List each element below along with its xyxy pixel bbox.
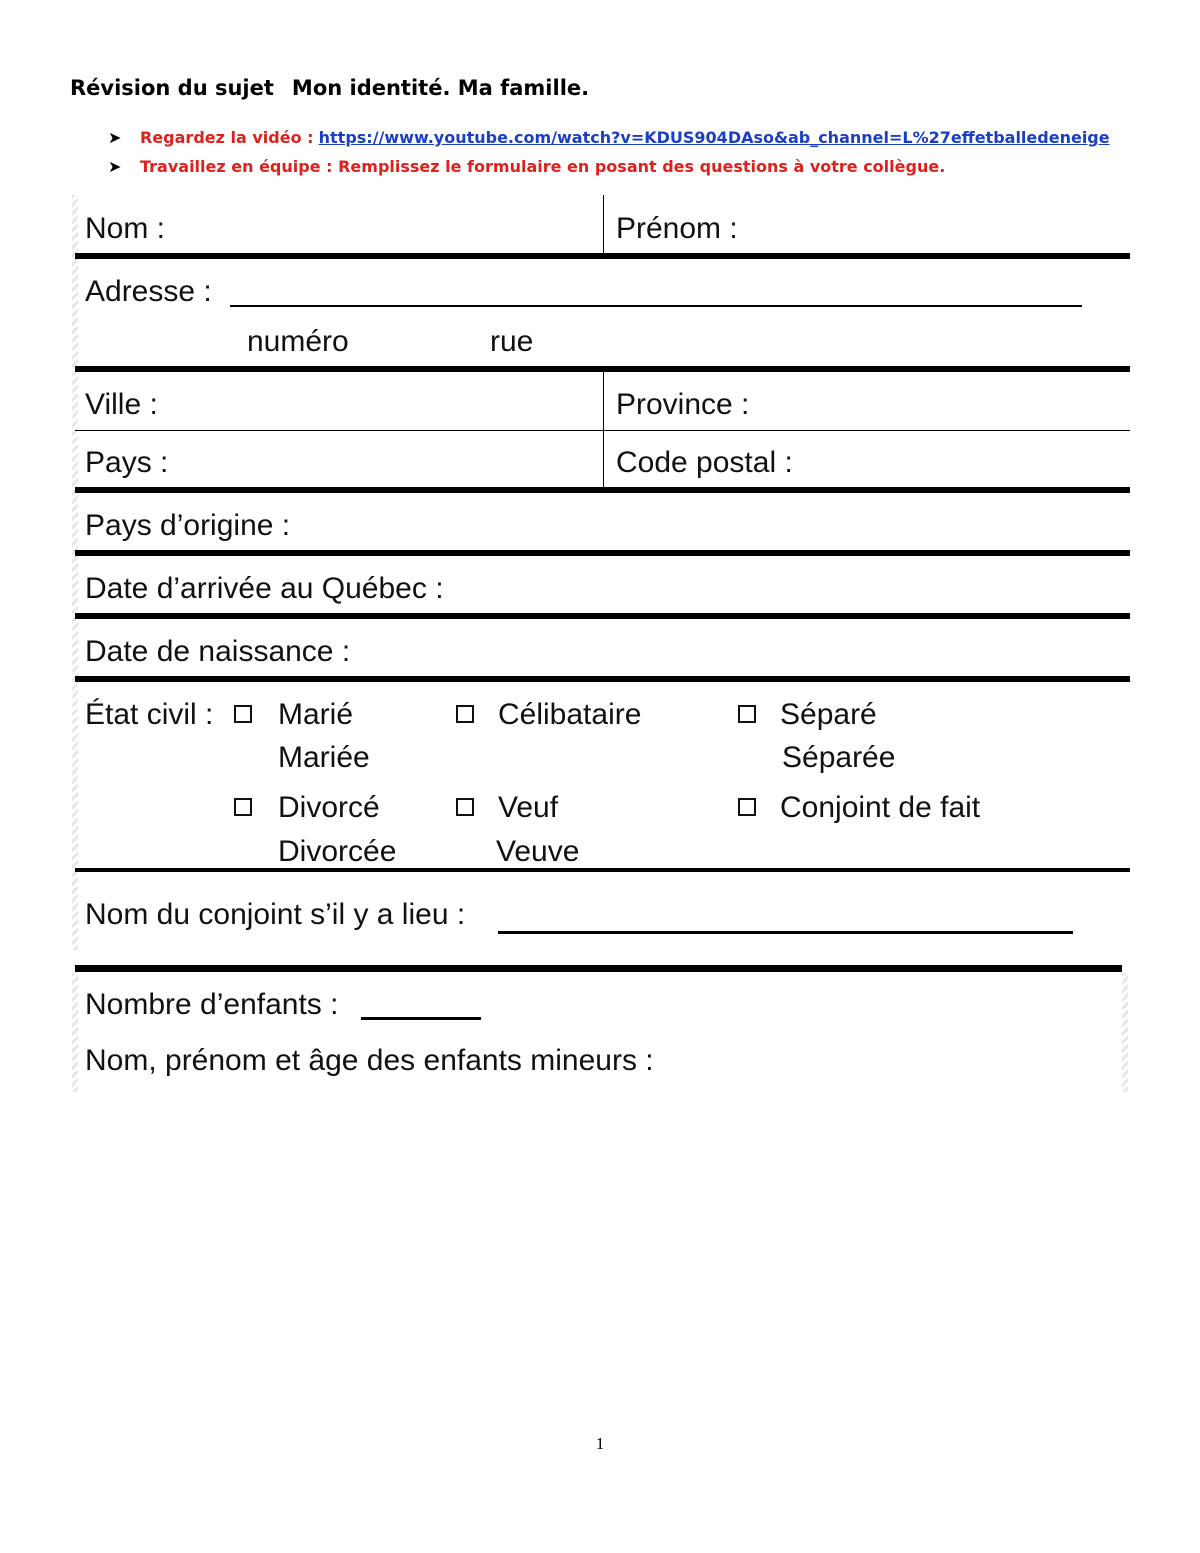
checkbox-veuf[interactable] (456, 798, 474, 816)
row-divider (75, 550, 1130, 556)
field-nombre-enfants: Nombre d’enfants : (85, 988, 339, 1021)
field-etat-civil: État civil : (85, 698, 214, 731)
option-veuve: Veuve (496, 835, 580, 868)
instructions-list (108, 123, 1110, 181)
arrow-bullet-icon: ➤ (108, 128, 122, 147)
field-code-postal: Code postal : (616, 446, 793, 479)
video-link[interactable]: https://www.youtube.com/watch?v=KDUS904DAso&ab_channel=L%27effetballedeneige (318, 128, 1110, 147)
option-mariee: Mariée (278, 741, 370, 774)
address-numero-label: numéro (247, 325, 349, 358)
checkbox-separe[interactable] (738, 705, 756, 723)
field-date-naissance: Date de naissance : (85, 635, 351, 668)
spouse-blank-line[interactable] (498, 931, 1073, 934)
option-divorce: Divorcé (278, 791, 380, 824)
option-conjoint-de-fait: Conjoint de fait (780, 791, 981, 824)
option-marie: Marié (278, 698, 354, 731)
checkbox-marie[interactable] (234, 705, 252, 723)
option-separe: Séparé (780, 698, 877, 731)
field-pays-origine: Pays d’origine : (85, 509, 291, 542)
row-divider (75, 253, 1130, 259)
field-pays: Pays : (85, 446, 169, 479)
identity-form (72, 195, 1130, 1092)
checkbox-conjoint-de-fait[interactable] (738, 798, 756, 816)
option-veuf: Veuf (498, 791, 559, 824)
page-number: 1 (595, 1434, 605, 1453)
field-ville: Ville : (85, 388, 158, 421)
checkbox-divorce[interactable] (234, 798, 252, 816)
option-celibataire: Célibataire (498, 698, 642, 731)
field-adresse: Adresse : (85, 275, 212, 308)
field-enfants-mineurs: Nom, prénom et âge des enfants mineurs : (85, 1044, 654, 1077)
instruction-item (108, 123, 1110, 152)
title-subject: Révision du sujet (70, 76, 274, 100)
children-count-blank[interactable] (361, 1017, 481, 1020)
instruction-item (108, 152, 1110, 181)
instruction-teamwork: Travaillez en équipe : Remplissez le formulaire en posant des questions à votre collègue. (140, 157, 946, 176)
field-date-arrivee: Date d’arrivée au Québec : (85, 572, 444, 605)
form-border-stripe (1122, 973, 1128, 1092)
title-topic: Mon identité. Ma famille. (291, 76, 590, 100)
option-separee: Séparée (782, 741, 896, 774)
row-divider-thin (75, 430, 1130, 431)
column-divider (603, 195, 604, 254)
arrow-bullet-icon: ➤ (108, 157, 122, 176)
field-province: Province : (616, 388, 750, 421)
page-title (70, 76, 589, 100)
option-divorcee: Divorcée (278, 835, 397, 868)
row-divider (75, 613, 1130, 619)
field-prenom: Prénom : (616, 212, 738, 245)
section-divider (75, 965, 1122, 972)
row-divider (75, 487, 1130, 493)
row-divider (75, 868, 1130, 872)
address-rue-label: rue (490, 325, 534, 358)
checkbox-celibataire[interactable] (456, 705, 474, 723)
field-nom-conjoint: Nom du conjoint s’il y a lieu : (85, 898, 466, 931)
field-nom: Nom : (85, 212, 166, 245)
address-blank-line[interactable] (230, 305, 1082, 307)
form-border-stripe (72, 973, 78, 1092)
row-divider (75, 676, 1130, 682)
instruction-video-label: Regardez la vidéo : (140, 128, 314, 147)
form-border-stripe (72, 195, 78, 950)
